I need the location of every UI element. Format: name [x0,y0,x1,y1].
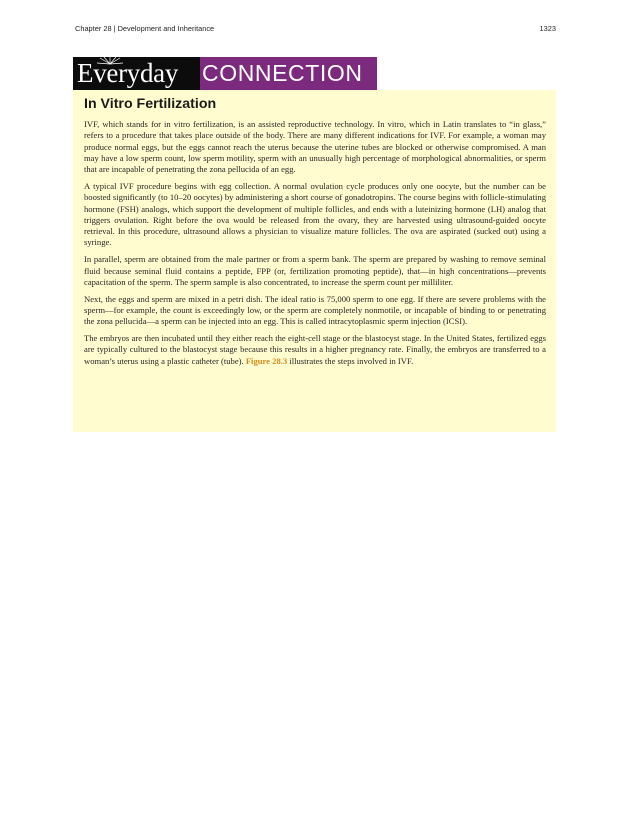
paragraph-5 [84,333,546,367]
paragraph-2: A typical IVF procedure begins with egg collection. A normal ovulation cycle produces only one oocyte, but the number can be boosted significantly (to 10–20 oocytes) by administering a short course of gonadotropins. The course begins with follicle-stimulating hormone (FSH) analogs, which support the development of multiple follicles, and ends with a luteinizing hormone (LH) analog that triggers ovulation. Right before the ova would be released from the ovary, they are harvested using ultrasound-guided oocyte retrieval. In this procedure, ultrasound allows a physician to visualize mature follicles. The ova are aspirated (sucked out) using a syringe. [84,180,546,248]
paragraph-5-text-start: The embryos are then incubated until they either reach the eight-cell stage or the blastocyst stage. In the United States, fertilized eggs are typically cultured to the blastocyst stage because this results in a higher pregnancy rate. Finally, the embryos are transferred to a woman’s uterus using a plastic catheter (tube). [84,333,546,366]
paragraph-5-text-end: illustrates the steps involved in IVF. [287,355,414,366]
everyday-connection-banner [73,57,377,90]
feature-title: In Vitro Fertilization [84,96,217,112]
running-header [75,24,556,36]
paragraph-3: In parallel, sperm are obtained from the male partner or from a sperm bank. The sperm are prepared by washing to remove seminal fluid because seminal fluid contains a peptide, FPP (or, fertilization promoting peptide), that—in high concentrations—prevents capacitation of the sperm. The sperm sample is also concentrated, to increase the sperm count per milliliter. [84,254,546,287]
connection-word: CONNECTION [202,60,363,86]
everyday-logo [73,57,200,90]
figure-link[interactable]: Figure 28.3 [245,355,288,366]
feature-box [73,90,556,432]
page-number: 1323 [539,24,556,33]
paragraph-4: Next, the eggs and sperm are mixed in a petri dish. The ideal ratio is 75,000 sperm to one egg. If there are severe problems with the sperm—for example, the count is exceedingly low, or the sperm are completely nonmotile, or incapable of binding to or penetrating the zona pellucida—a sperm can be injected into an egg. This is called intracytoplasmic sperm injection (ICSI). [84,293,546,327]
paragraph-1: IVF, which stands for in vitro fertilization, is an assisted reproductive technology. In vitro, which in Latin translates to “in glass,” refers to a procedure that takes place outside of the body. There are many different indications for IVF. For example, a woman may produce normal eggs, but the eggs cannot reach the uterus because the uterine tubes are blocked or otherwise compromised. A man may have a low sperm count, low sperm motility, sperm with an unusually high percentage of morphological abnormalities, or sperm that are incapable of penetrating the zona pellucida of an egg. [84,119,546,175]
chapter-title: Chapter 28 | Development and Inheritance [75,24,215,33]
connection-label [200,57,377,90]
everyday-word: Everyday [77,58,179,88]
